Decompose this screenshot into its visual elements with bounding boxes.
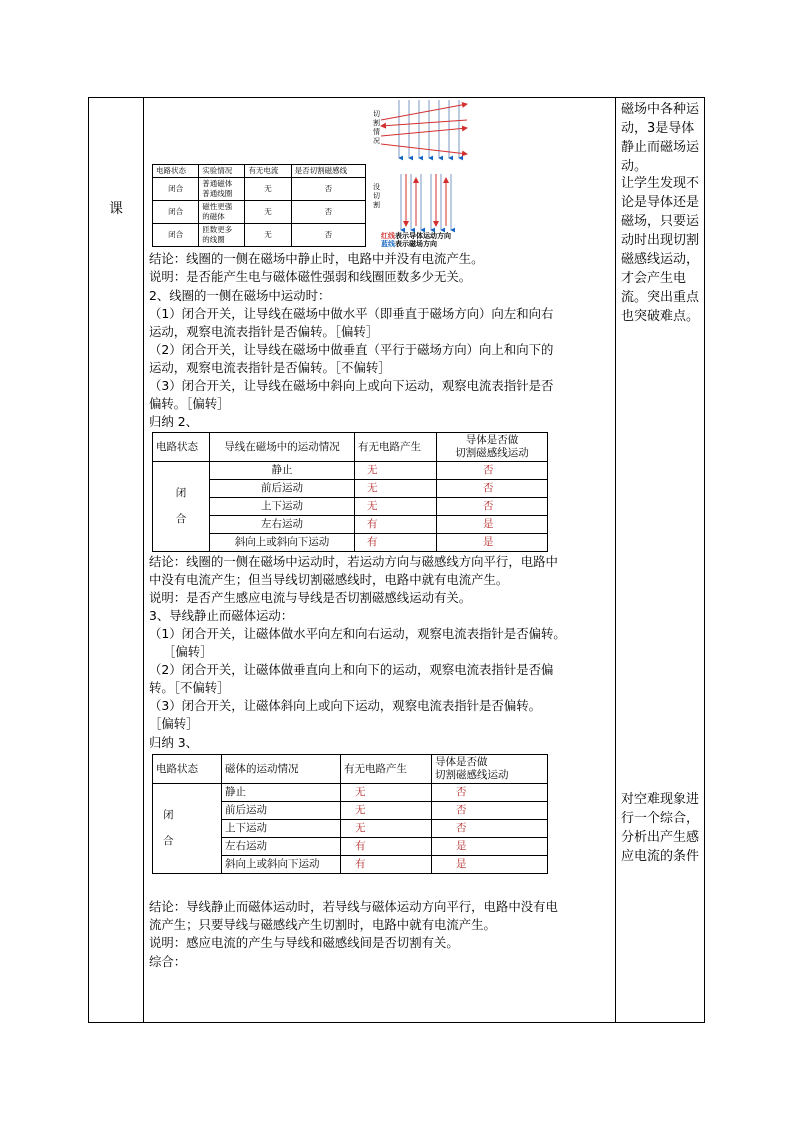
table-cell: 是: [432, 838, 548, 856]
table-cell: 斜向上或斜向下运动: [210, 534, 355, 552]
table-cell: 否: [291, 178, 365, 201]
legend-blue: 蓝线表示磁场方向: [381, 240, 437, 248]
heading-3: 3、导线静止而磁体运动：: [149, 608, 294, 623]
step-2-1: （1）闭合开关，让导线在磁场中做水平（即垂直于磁场方向）向左和向右: [149, 306, 554, 321]
table-cell: 上下运动: [210, 498, 355, 516]
table-cell: 有: [341, 838, 432, 856]
table-cell: 闭合: [153, 224, 199, 247]
step-3-1: （1）闭合开关，让磁体做水平向左和向右运动，观察电流表指针是否偏转。: [149, 626, 566, 641]
table-row: [153, 462, 548, 480]
table-cell: 闭合: [153, 201, 199, 224]
side-note-1: 磁场中各种运动，3是导体静止而磁场运动。: [621, 102, 700, 174]
table-cell: 有: [355, 516, 437, 534]
table-wire-motion: [152, 432, 548, 552]
table-header: 导体是否做 切割磁感线运动: [437, 433, 548, 462]
table-cell: 否: [437, 462, 548, 480]
table-cell: 无: [341, 784, 432, 802]
table-header: 磁体的运动情况: [222, 755, 341, 784]
table-header-row: [153, 433, 548, 462]
table-cell: 无: [355, 498, 437, 516]
table-cell: 无: [245, 201, 291, 224]
table-header: 有无电流: [245, 165, 291, 178]
column-divider: [143, 98, 144, 1022]
side-note-3: 对空难现象进行一个综合，分析出产生感应电流的条件: [621, 792, 700, 864]
table-cell: 是: [437, 534, 548, 552]
step-3-3: （3）闭合开关，让磁体斜向上或向下运动，观察电流表指针是否偏转。: [149, 698, 541, 713]
table-cell: 左右运动: [222, 838, 341, 856]
table-cell: 磁性更强 的磁体: [199, 201, 245, 224]
table-cell: 否: [432, 802, 548, 820]
table-row: [153, 201, 366, 224]
table-cell: 无: [245, 224, 291, 247]
table-cell: 否: [437, 480, 548, 498]
table-cell: 上下运动: [222, 820, 341, 838]
table-cell: 前后运动: [210, 480, 355, 498]
table-cell: 否: [437, 498, 548, 516]
heading-2: 2、线圈的一侧在磁场中运动时：: [149, 288, 331, 303]
note-1: 说明：是否能产生电与磁体磁性强弱和线圈匝数多少无关。: [149, 269, 472, 284]
conclusion-2-cont: 中没有电流产生；但当导线切割磁感线时，电路中就有电流产生。: [149, 572, 509, 587]
step-3-2: （2）闭合开关，让磁体做垂直向上和向下的运动，观察电流表指针是否偏: [149, 662, 554, 677]
conclusion-3-cont: 流产生；只要导线与磁感线产生切割时，电路中就有电流产生。: [149, 917, 496, 932]
table-header: 电路状态: [153, 165, 199, 178]
field-lines-lower: [401, 174, 451, 230]
table-cell: 普通磁体 普通线圈: [199, 178, 245, 201]
step-3-1-cont: ［偏转］: [163, 644, 213, 659]
step-3-2-cont: 转。［不偏转］: [149, 680, 230, 695]
table-cell: 前后运动: [222, 802, 341, 820]
table-cell: 否: [432, 784, 548, 802]
table-header: 电路状态: [153, 755, 222, 784]
table-header: 导线在磁场中的运动情况: [210, 433, 355, 462]
table-cell: 静止: [222, 784, 341, 802]
motion-lines-lower: [406, 174, 446, 226]
table-cell: 无: [245, 178, 291, 201]
motion-lines-upper: [381, 104, 467, 154]
table-cell: 匝数更多 的线圈: [199, 224, 245, 247]
table-cell: 闭合: [153, 178, 199, 201]
table-cell: 无: [341, 802, 432, 820]
label-cut: 切 割 情 况: [373, 110, 380, 145]
table-row: [153, 480, 548, 498]
table-header: 有无电路产生: [341, 755, 432, 784]
table-magnet-motion: [152, 754, 548, 874]
table-header: 电路状态: [153, 433, 210, 462]
lesson-table: [88, 97, 705, 1023]
side-note-2: 让学生发现不论是导体还是磁场，只要运动时出现切割磁感线运动，才会产生电流。突出重点也突破难点。: [621, 176, 700, 324]
table-cell: 是: [432, 856, 548, 874]
conclusion-3: 结论：导线静止而磁体运动时，若导线与磁体运动方向平行，电路中没有电: [149, 899, 558, 914]
table-row: [153, 534, 548, 552]
step-3-3-cont: ［偏转］: [149, 716, 199, 731]
table-header: 导体是否做 切割磁感线运动: [432, 755, 548, 784]
table-cell: 左右运动: [210, 516, 355, 534]
table-cell: 无: [355, 480, 437, 498]
state-cell: 闭 合: [153, 462, 210, 552]
field-lines-svg: [371, 98, 489, 233]
conclusion-1: 结论：线圈的一侧在磁场中静止时，电路中并没有电流产生。: [149, 251, 484, 266]
table-cell: 否: [291, 201, 365, 224]
note-3: 说明：感应电流的产生与导线和磁感线间是否切割有关。: [149, 935, 459, 950]
summary-3: 归纳 3、: [149, 735, 198, 750]
table-cell: 有: [341, 856, 432, 874]
state-cell: 闭 合: [153, 784, 222, 874]
table-row: [153, 784, 548, 802]
table-header: 是否切割磁感线: [291, 165, 365, 178]
table-header: 实验情况: [199, 165, 245, 178]
table-static-coil: [152, 164, 366, 247]
conclusion-2: 结论：线圈的一侧在磁场中运动时，若运动方向与磁感线方向平行，电路中: [149, 554, 558, 569]
step-2-2-cont: 运动，观察电流表指针是否偏转。［不偏转］: [149, 360, 391, 375]
label-no-cut: 没 切 割: [373, 183, 380, 209]
table-cell: 否: [291, 224, 365, 247]
table-cell: 是: [437, 516, 548, 534]
table-cell: 否: [432, 820, 548, 838]
legend-red: 红线表示导体运动方向: [381, 232, 451, 240]
table-row: [153, 516, 548, 534]
step-2-3-cont: 偏转。［偏转］: [149, 396, 230, 411]
table-header-row: [153, 165, 366, 178]
step-2-1-cont: 运动，观察电流表指针是否偏转。［偏转］: [149, 324, 379, 339]
summary-2: 归纳 2、: [149, 414, 198, 429]
table-cell: 无: [355, 462, 437, 480]
table-cell: 斜向上或斜向下运动: [222, 856, 341, 874]
synthesis-label: 综合：: [149, 954, 187, 969]
table-header-row: [153, 755, 548, 784]
table-row: [153, 224, 366, 247]
step-2-2: （2）闭合开关，让导线在磁场中做垂直（平行于磁场方向）向上和向下的: [149, 342, 554, 357]
step-2-3: （3）闭合开关，让导线在磁场中斜向上或向下运动，观察电流表指针是否: [149, 378, 554, 393]
table-row: [153, 498, 548, 516]
table-header: 有无电路产生: [355, 433, 437, 462]
note-2: 说明：是否产生感应电流与导线是否切割磁感线运动有关。: [149, 590, 472, 605]
table-cell: 无: [341, 820, 432, 838]
table-cell: 静止: [210, 462, 355, 480]
column-divider: [615, 98, 616, 1022]
table-row: [153, 178, 366, 201]
cutting-diagram: [371, 98, 489, 250]
left-label: 课: [109, 201, 123, 217]
table-cell: 有: [355, 534, 437, 552]
